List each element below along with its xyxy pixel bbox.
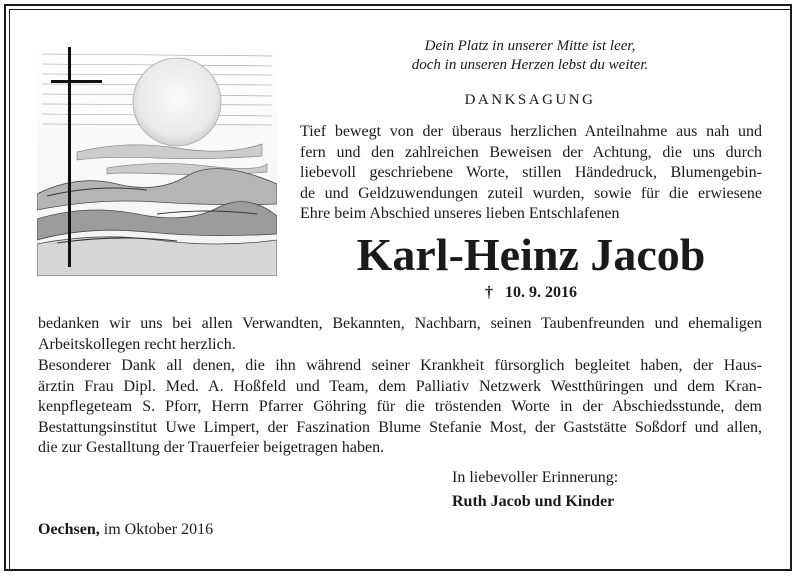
thanks-line: Arbeitskollegen recht herzlich. <box>38 335 236 353</box>
intro-line: liebevoll geschriebene Worte, stillen Händedruck, Blumengebin- <box>300 164 762 181</box>
intro-line: Ehre beim Abschied unseres lieben Entschlafenen <box>300 205 620 222</box>
special-line: Bestattungsinstitut Uwe Limpert, der Faszination Blume Stefanie Most, der Gaststätte Soßdorf und allen, <box>38 418 762 436</box>
verse-line-1: Dein Platz in unserer Mitte ist leer, <box>424 38 636 54</box>
moon <box>133 58 221 146</box>
date-text: im Oktober 2016 <box>103 521 214 538</box>
intro-line: Tief bewegt von der überaus herzlichen Anteilnahme aus nah und <box>300 123 762 140</box>
thanks-line: bedanken wir uns bei allen Verwandten, Bekannten, Nachbarn, seinen Taubenfreunden und ehemaligen <box>38 315 762 332</box>
intro-paragraph <box>300 122 762 225</box>
special-line: die zur Gestalltung der Trauerfeier beigetragen haben. <box>38 439 385 456</box>
closing-line: In liebevoller Erinnerung: <box>452 469 619 486</box>
special-line: ärztin Frau Dipl. Med. A. Hoßfeld und Team, dem Palliativ Netzwerk Westthüringen und dem Kran- <box>38 377 762 395</box>
cross-symbol: † <box>485 284 493 301</box>
special-line: kenpflegeteam S. Pforr, Herrn Pfarrer Göhring für die tröstenden Worte in der Abschiedsstunde, dem <box>38 398 762 415</box>
cross-moon-landscape-illustration <box>37 44 277 276</box>
closing-block <box>452 466 618 514</box>
death-date: 10. 9. 2016 <box>505 284 577 301</box>
special-thanks-paragraph <box>38 356 762 459</box>
intro-line: fern und den zahlreichen Beweisen der Achtung, die uns durch <box>300 143 762 161</box>
intro-line: de und Geldzuwendungen zuteil wurden, sowie für die erwiesene <box>300 184 762 202</box>
place-town: Oechsen, <box>38 521 100 538</box>
thanks-paragraph <box>38 314 762 355</box>
death-date-line <box>300 284 762 302</box>
place-date <box>38 521 213 539</box>
verse-line-2: doch in unseren Herzen lebst du weiter. <box>411 57 649 73</box>
signature: Ruth Jacob und Kinder <box>452 493 615 510</box>
deceased-name: Karl-Heinz Jacob <box>356 229 706 280</box>
page-title: DANKSAGUNG <box>464 92 596 108</box>
special-line: Besonderer Dank all denen, die ihn während seiner Krankheit fürsorglich begleitet haben, der Haus- <box>38 357 762 374</box>
